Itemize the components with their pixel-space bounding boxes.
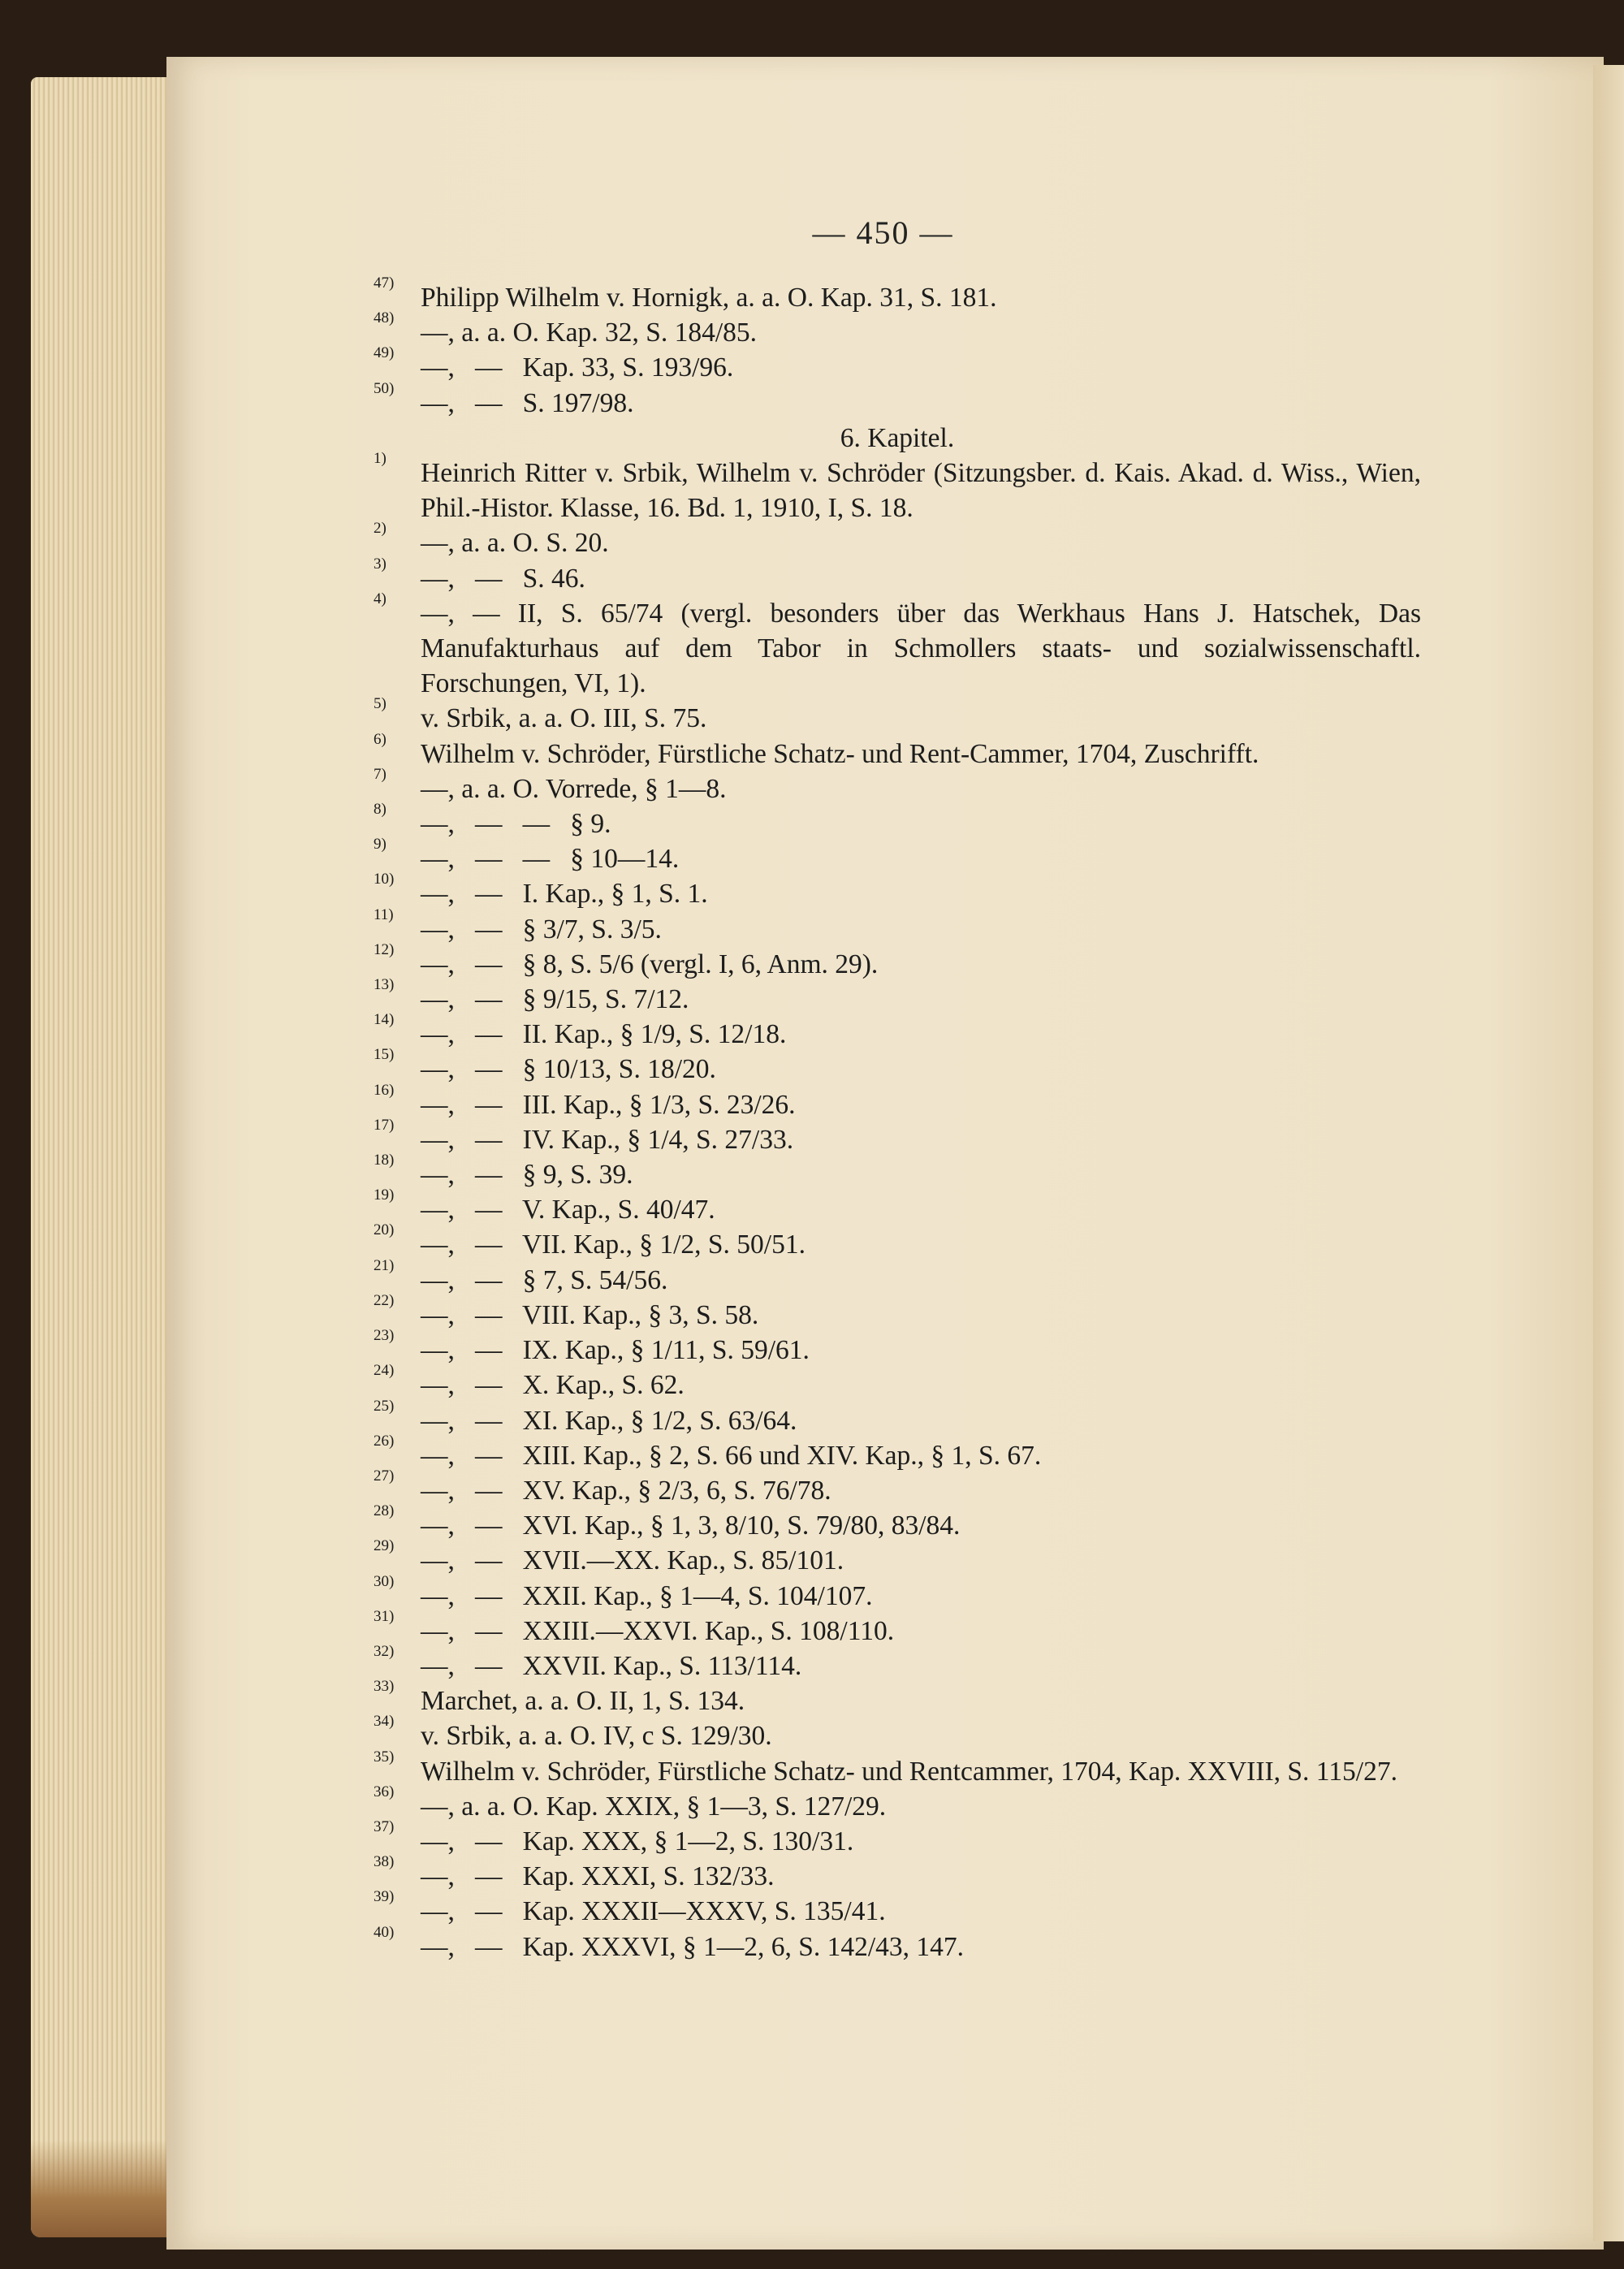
footnote-number: 31) bbox=[374, 1607, 395, 1625]
footnote bbox=[374, 1502, 1421, 1543]
footnote-number: 26) bbox=[374, 1432, 395, 1450]
footnote-text: —, — § 9/15, S. 7/12. bbox=[421, 984, 689, 1015]
footnote bbox=[374, 1713, 1421, 1753]
footnote bbox=[374, 1817, 1421, 1859]
footnote bbox=[374, 1046, 1421, 1087]
footnote bbox=[374, 765, 1421, 806]
footnote bbox=[374, 1572, 1421, 1614]
footnote bbox=[374, 1186, 1421, 1227]
footnote-number: 1) bbox=[374, 450, 387, 468]
footnote-number: 48) bbox=[374, 309, 395, 327]
footnote bbox=[374, 1537, 1421, 1578]
footnote-text: —, — § 9, S. 39. bbox=[421, 1160, 633, 1191]
footnote bbox=[374, 1081, 1421, 1122]
footnote bbox=[374, 836, 1421, 876]
footnote bbox=[374, 1116, 1421, 1157]
footnote bbox=[374, 1397, 1421, 1438]
footnote-text: —, — XXVII. Kap., S. 113/114. bbox=[421, 1650, 802, 1681]
footnote-number: 2) bbox=[374, 520, 387, 538]
footnote-text: —, — S. 46. bbox=[421, 563, 585, 594]
footnote-number: 32) bbox=[374, 1642, 395, 1660]
footnote-text: —, — I. Kap., § 1, S. 1. bbox=[421, 879, 708, 910]
footnote-text: —, — Kap. XXXVI, § 1—2, 6, S. 142/43, 147. bbox=[421, 1931, 965, 1962]
facing-page-edge bbox=[1593, 65, 1624, 2241]
footnote-text: v. Srbik, a. a. O. IV, c S. 129/30. bbox=[421, 1721, 772, 1752]
footnote-number: 22) bbox=[374, 1291, 395, 1309]
footnote bbox=[374, 730, 1421, 771]
footnote bbox=[374, 1853, 1421, 1894]
footnote-number: 24) bbox=[374, 1362, 395, 1380]
footnote-number: 40) bbox=[374, 1923, 395, 1941]
footnote bbox=[374, 1221, 1421, 1262]
footnote-number: 34) bbox=[374, 1713, 395, 1731]
footnote-text: —, — § 3/7, S. 3/5. bbox=[421, 914, 662, 944]
footnote bbox=[374, 1678, 1421, 1718]
footnote-number: 33) bbox=[374, 1678, 395, 1696]
footnotes-previous-chapter bbox=[374, 274, 1421, 421]
footnote-number: 29) bbox=[374, 1537, 395, 1555]
footnote bbox=[374, 1256, 1421, 1298]
footnote-text: —, — V. Kap., S. 40/47. bbox=[421, 1195, 715, 1225]
footnote-text: —, — Kap. 33, S. 193/96. bbox=[421, 352, 734, 383]
footnote-number: 4) bbox=[374, 590, 387, 607]
footnote-number: 20) bbox=[374, 1221, 395, 1239]
footnote-number: 9) bbox=[374, 836, 387, 854]
footnote-text: —, — X. Kap., S. 62. bbox=[421, 1370, 685, 1401]
footnote-text: Heinrich Ritter v. Srbik, Wilhelm v. Schröder (Sitzungsber. d. Kais. Akad. d. Wiss., Wien, Phil.-Histor. Klasse, 16. Bd. 1, 1910, I, S. 18. bbox=[421, 458, 1421, 524]
footnote-number: 47) bbox=[374, 274, 395, 292]
footnote-number: 15) bbox=[374, 1046, 395, 1064]
footnote-number: 16) bbox=[374, 1081, 395, 1099]
footnote bbox=[374, 344, 1421, 385]
footnote-text: —, — XI. Kap., § 1/2, S. 63/64. bbox=[421, 1405, 797, 1436]
footnote bbox=[374, 1327, 1421, 1368]
footnote-number: 39) bbox=[374, 1888, 395, 1906]
footnote bbox=[374, 520, 1421, 560]
footnote bbox=[374, 1923, 1421, 1964]
footnote bbox=[374, 590, 1421, 702]
footnote bbox=[374, 555, 1421, 596]
footnote bbox=[374, 1362, 1421, 1402]
footnote-text: —, — IX. Kap., § 1/11, S. 59/61. bbox=[421, 1335, 810, 1366]
footnote-number: 7) bbox=[374, 765, 387, 783]
footnote-number: 35) bbox=[374, 1748, 395, 1765]
footnote bbox=[374, 801, 1421, 841]
footnote bbox=[374, 1152, 1421, 1192]
footnote-text: —, — XVI. Kap., § 1, 3, 8/10, S. 79/80, 83/84. bbox=[421, 1511, 961, 1541]
footnote-number: 37) bbox=[374, 1817, 395, 1835]
footnote-number: 13) bbox=[374, 976, 395, 994]
footnote-text: —, — III. Kap., § 1/3, S. 23/26. bbox=[421, 1089, 796, 1120]
footnote-text: —, — Kap. XXXII—XXXV, S. 135/41. bbox=[421, 1896, 886, 1927]
footnote bbox=[374, 1291, 1421, 1333]
footnote-number: 19) bbox=[374, 1186, 395, 1204]
footnote-text: —, — XXIII.—XXVI. Kap., S. 108/110. bbox=[421, 1615, 895, 1646]
footnote-text: —, — — § 9. bbox=[421, 809, 611, 840]
footnote bbox=[374, 1748, 1421, 1789]
footnote-text: —, — Kap. XXXI, S. 132/33. bbox=[421, 1861, 775, 1892]
footnote-text: —, — IV. Kap., § 1/4, S. 27/33. bbox=[421, 1124, 794, 1155]
footnote-number: 6) bbox=[374, 730, 387, 748]
footnote-text: —, — XV. Kap., § 2/3, 6, S. 76/78. bbox=[421, 1475, 831, 1506]
footnote-text: —, — § 10/13, S. 18/20. bbox=[421, 1054, 716, 1085]
footnote-text: —, — S. 197/98. bbox=[421, 387, 634, 418]
footnote-number: 49) bbox=[374, 344, 395, 362]
footnote bbox=[374, 940, 1421, 982]
footnote-text: —, a. a. O. Kap. XXIX, § 1—3, S. 127/29. bbox=[421, 1791, 887, 1822]
footnote-text: Wilhelm v. Schröder, Fürstliche Schatz- und Rent-Cammer, 1704, Zuschrifft. bbox=[421, 738, 1259, 769]
footnote-text: —, — Kap. XXX, § 1—2, S. 130/31. bbox=[421, 1826, 854, 1856]
footnote-text: —, — § 7, S. 54/56. bbox=[421, 1264, 668, 1295]
footnote-text: —, a. a. O. Vorrede, § 1—8. bbox=[421, 773, 727, 804]
footnote bbox=[374, 1888, 1421, 1929]
footnote bbox=[374, 1642, 1421, 1683]
footnote-number: 18) bbox=[374, 1152, 395, 1169]
footnote-text: —, — VII. Kap., § 1/2, S. 50/51. bbox=[421, 1230, 806, 1260]
footnote-number: 17) bbox=[374, 1116, 395, 1134]
footnote-text: —, a. a. O. Kap. 32, S. 184/85. bbox=[421, 318, 758, 348]
footnote-number: 10) bbox=[374, 871, 395, 888]
footnote-list bbox=[374, 274, 1421, 1964]
page-number: — 450 — bbox=[812, 214, 954, 251]
footnote-number: 38) bbox=[374, 1853, 395, 1871]
footnote-number: 3) bbox=[374, 555, 387, 573]
footnote-number: 28) bbox=[374, 1502, 395, 1520]
chapter-heading: 6. Kapitel. bbox=[840, 422, 955, 453]
footnote bbox=[374, 1783, 1421, 1824]
footnote bbox=[374, 1011, 1421, 1052]
footnote bbox=[374, 450, 1421, 525]
footnote bbox=[374, 274, 1421, 315]
footnote bbox=[374, 1467, 1421, 1508]
footnote-number: 21) bbox=[374, 1256, 395, 1274]
footnote bbox=[374, 309, 1421, 350]
footnote-text: Wilhelm v. Schröder, Fürstliche Schatz- und Rentcammer, 1704, Kap. XXVIII, S. 115/27. bbox=[421, 1756, 1397, 1787]
footnote-number: 11) bbox=[374, 905, 394, 923]
footnote-number: 30) bbox=[374, 1572, 395, 1590]
footnote-text: —, — VIII. Kap., § 3, S. 58. bbox=[421, 1299, 759, 1330]
footnote-text: Philipp Wilhelm v. Hornigk, a. a. O. Kap. 31, S. 181. bbox=[421, 283, 997, 313]
footnote-text: Marchet, a. a. O. II, 1, S. 134. bbox=[421, 1686, 745, 1717]
footnote bbox=[374, 695, 1421, 736]
footnote-number: 25) bbox=[374, 1397, 395, 1415]
footnote bbox=[374, 379, 1421, 421]
footnote-number: 50) bbox=[374, 379, 395, 397]
footnote bbox=[374, 905, 1421, 947]
footnote-number: 14) bbox=[374, 1011, 395, 1029]
footnote-number: 8) bbox=[374, 801, 387, 819]
footnotes-chapter-6 bbox=[374, 450, 1421, 1964]
footnote-number: 23) bbox=[374, 1327, 395, 1345]
footnote bbox=[374, 976, 1421, 1017]
footnote bbox=[374, 1607, 1421, 1649]
footnote-text: —, — XIII. Kap., § 2, S. 66 und XIV. Kap., § 1, S. 67. bbox=[421, 1440, 1042, 1471]
footnote-number: 5) bbox=[374, 695, 387, 713]
footnote-text: —, — — § 10—14. bbox=[421, 844, 680, 875]
footnote-number: 36) bbox=[374, 1783, 395, 1800]
footnote bbox=[374, 1432, 1421, 1473]
footnote-text: —, — XVII.—XX. Kap., S. 85/101. bbox=[421, 1545, 844, 1576]
footnote-text: —, — II, S. 65/74 (vergl. besonders über das Werkhaus Hans J. Hatschek, Das Manufakturhaus auf dem Tabor in Schmollers staats- und sozialwissenschaftl. Forschungen, VI, 1). bbox=[421, 598, 1421, 699]
footnote-text: —, — § 8, S. 5/6 (vergl. I, 6, Anm. 29). bbox=[421, 949, 879, 979]
footnote-text: —, — XXII. Kap., § 1—4, S. 104/107. bbox=[421, 1580, 873, 1611]
footnote-text: v. Srbik, a. a. O. III, S. 75. bbox=[421, 703, 707, 734]
footnote-number: 12) bbox=[374, 940, 395, 958]
footnote bbox=[374, 871, 1421, 911]
footnote-text: —, — II. Kap., § 1/9, S. 12/18. bbox=[421, 1019, 787, 1050]
footnote-text: —, a. a. O. S. 20. bbox=[421, 528, 609, 559]
footnote-number: 27) bbox=[374, 1467, 395, 1485]
